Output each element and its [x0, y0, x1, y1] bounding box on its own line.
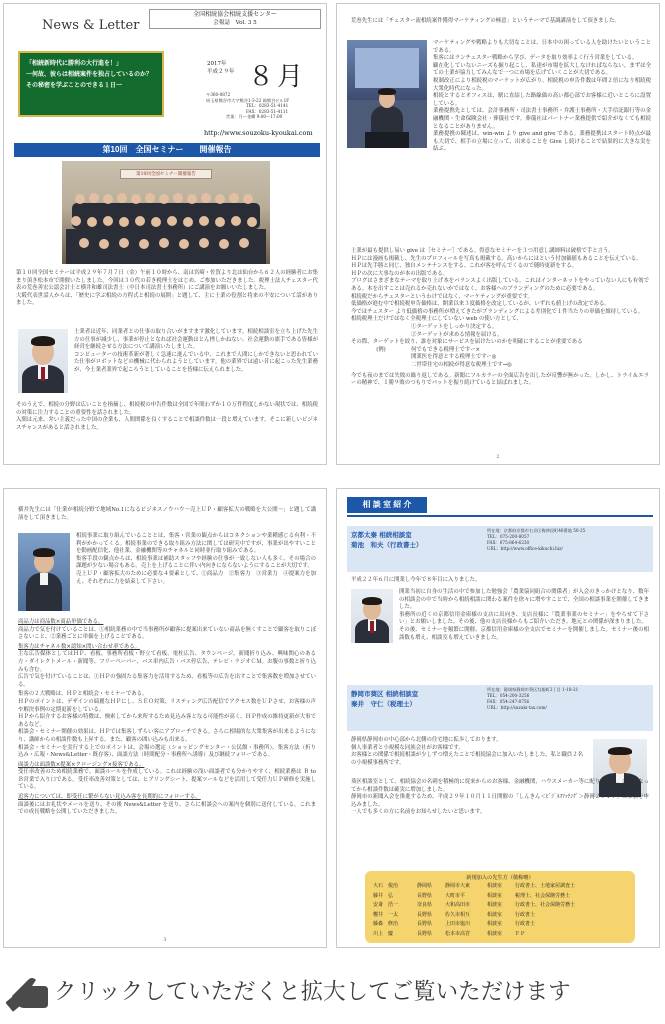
member-row — [373, 892, 627, 902]
report-paragraph: そのうえで、相続の分野は広いことを指摘し、相続税の申告件数は全国で年間わずか１０万件程度しかない現状では、相続税の対策に注力することの重要性を話されました。 — [16, 402, 318, 416]
lecture-heading: 追客力については、即受任に繋がらない見込み客を長期的にフォローする。 — [18, 794, 201, 801]
keynote-point: 相続税だからチェスターというわけではなく、マーケティングが重要です。 — [351, 293, 533, 300]
address-line: 〒360-0872 — [206, 92, 231, 97]
keynote-point: 顧在化していないニーズも掘り起こし、私達が市場を拡大しなければならない。まずは全ての士業が協力してみんなで一つに市場を広げていくことが大切である。 — [433, 62, 651, 77]
keynote-point: 今ではチェスター より低価格の事務所が増えてきたがブランディングによる差別化で１件当たりの単価を維持している。 — [351, 308, 644, 315]
keynote-point: 業務提携の陳述は、win-win より give and give である。業務提携はスタート時点が最も大切で、相手の立場に立って、出来ることを Give し続けることで結果的に大きな実を結ぶ。 — [433, 131, 651, 153]
bulletin-vol: 会報誌 Vol. 3 5 — [213, 20, 257, 26]
kyoto-representative: 菊池 和夫（行政書士） — [351, 541, 423, 549]
keynote-point: 相続税理士だけではなく全税理士にしていない web の使い方として、 — [351, 316, 522, 323]
member-name: 川上 慶 — [373, 930, 394, 937]
year-label — [207, 60, 235, 76]
enlarge-cta[interactable] — [0, 968, 665, 1018]
kyoto-paragraph: その後、セミナーを頻繁に開催、京都信用金庫様の全支店でセミナーを開催しました。セミナー後の相談数も増え、相談室も増えていきました。 — [399, 626, 649, 641]
shizuoka-office-name: 静岡市葵区 相続相談室 — [351, 690, 419, 698]
address-line: 埼玉県熊谷市大字熊谷1-3-22 新熊谷ビル1F — [206, 97, 290, 103]
lecture-heading: 商品力は商品数×商品単価である。 — [18, 619, 104, 625]
kyoto-url[interactable]: URL：http://www.office-kikuchi.biz/ — [487, 546, 563, 551]
keynote-point: ブログはさまざまなテーマを取り上げ本をバランスよく出版している。これはインターネットをやっていない人にも有効である。本を出すことは売れるか売れないかではなく、お客様へのブランディングのために必要である。 — [351, 278, 649, 292]
member-row — [373, 930, 627, 940]
kyoto-representative-photo — [351, 589, 393, 643]
keynote-point: ＨＰの次に大事なのが本の出版である。 — [351, 270, 449, 277]
member-office: 大町市平 — [445, 892, 466, 899]
attendees-illustration — [62, 161, 270, 264]
address-line: TEL：0283-51-4141 — [246, 103, 289, 108]
kyoto-office-header — [347, 526, 653, 572]
keynote-point: 低価格が進む中で相続税申告価格は、開業以来３度価格を改定しているが、いずれも値上げの改定である。 — [351, 301, 610, 308]
lecture-point: 面談後にはお礼状やメールを送り、その後 News&Letter を送り、さらに相談会への案内を個別に送付している。これまでの成長戦略を公開していただきました。 — [18, 801, 316, 816]
member-title: 行政書士 — [515, 911, 536, 918]
lecture-point: 集客手段の観点からは、相続事業は補助スタッフや経験の仕事が一致しない人も多く、その場合の課題が少ない場合もある。売上を上げることに伴い内向きにならないようにすることが大切です。 — [76, 555, 316, 570]
member-office: 上田市塩川 — [445, 921, 471, 927]
shizuoka-office-header — [347, 685, 653, 731]
section-header — [14, 143, 320, 157]
report-paragraph: 士業者は近年、同業者との仕事の取り合いがますます激化しています。相続相談室を立ち上げた先生方の仕事が減少し、事業が停止となれば社会運動はとん挫しかねない。社会運動の旗手である皆様が経営を継続させる方法について講演いたしました。 — [74, 329, 318, 351]
member-row — [373, 882, 627, 892]
lecture-point: 主な広告媒体としてはＨＰ、看板、事務所看板・野立て看板、電柱広告、タウンページ、新聞折り込み、興味関心のある方・ダイレクトメール・新聞等、フリーペーパー、バス車内広告・バス停広告、テレビ・ラジオＣＭ。お腹の事数と折り込みも含む。 — [18, 651, 316, 673]
member-title: 行政書士 — [515, 921, 536, 927]
shizuoka-paragraph: 葵区相談室として、相続協会の名刺を積極的に従来からのお客様、金融機関、ハウスメーカー等に配りました。会員になってから相談件数は確実に増加しました。 — [351, 779, 649, 793]
lecture-point: 相続事業に取り組んでいることとは、集客・営業の観点からはコネクションや業種感じる有利・不利がかかってくる。相続事業のできる取り組み方法に関しては研究中ですが、事業が出やすいことを動画配信化、他社業、金融機関等のチャネルと同時並行取り組みである。 — [76, 533, 316, 555]
member-name: 大石 俊治 — [373, 883, 399, 889]
example-item: 何でもできる税理士ですー× — [411, 346, 481, 353]
newsletter-page-2[interactable] — [336, 3, 660, 465]
banner-text: 第10回全国セミナー開催報告 — [136, 172, 196, 177]
new-members-title: 新規加入の先生方（敬称略） — [466, 875, 534, 881]
kyoto-paragraph: 平成２２年６月に開業し今年で８年目に入りました。 — [351, 577, 481, 583]
keynote-point: ＨＰは先手勝と同じ、独自メンテナンスをする。これが客を呼んでくるので随時更新をする。 — [351, 263, 577, 270]
keynote-point: その際、ターゲットを絞り、誰を対象にサービスを届けたいのかを明確にすることが重要である — [351, 339, 583, 346]
shizuoka-url[interactable]: URL：http://suzuki-tax.com/ — [487, 705, 547, 710]
shizuoka-paragraph: 一人でも多くの方に名前をお知らせしたいと思います。 — [351, 809, 486, 816]
newsletter-page-3[interactable] — [3, 488, 327, 948]
example-item: 二世帯住宅の相続が得意な税理士です→◎ — [411, 361, 512, 368]
members-list — [373, 882, 627, 939]
consultation-title-bar — [347, 497, 427, 513]
masthead: News & Letter — [42, 18, 140, 33]
member-title: 行政書士、社会保険労務士 — [515, 902, 576, 908]
kyoto-office-name: 京都太秦 相続相談室 — [351, 531, 412, 539]
lecture-point: 相談会・セミナー開催の効果は、ＨＰでは集客しずらい客にアプローチできる。さらに相場的な大衆集客が出来るようになり、講師からの相談件数も上昇する。また、顧客の囲い込みも出来る。 — [18, 729, 316, 743]
member-prefecture: 奈良県 — [417, 902, 433, 908]
member-prefecture: 静岡県 — [417, 883, 433, 889]
newsletter-page-4[interactable] — [336, 488, 660, 948]
lecture-heading: 集客力はチャネル数×認知×問い合わせ率である。 — [18, 643, 141, 650]
org-name: 全国相続協会相続支援センター — [193, 11, 277, 18]
keynote-speaker-photo — [347, 40, 427, 148]
lecture-point: ＨＰのポイントは、デザインの綺麗なＨＰにし、ＳＥＯ対策、リスティング広告配信でアクセス数をＵＰさせ、お客様の声や解決事例の定期更新をしている。 — [18, 698, 316, 713]
report-paragraph: 大阪代表世話人からは、「歴史に学ぶ相続の方程式と相続の展開」と題して、主に士業の役割と将来の不安について話がありました。 — [16, 292, 318, 307]
promo-line-3: その秘密を学ぶことのできる１日一 — [26, 82, 123, 89]
member-name: 安斎 浩一 — [373, 902, 399, 908]
enlarge-cta-text[interactable]: クリックしていただくと拡大してご覧いただけます — [54, 979, 571, 1005]
shizuoka-paragraph: 静岡県静岡市の中心部から北側の住宅地に拡歩しております。 — [351, 737, 502, 743]
section-title: 第10回 全国セミナー 開催報告 — [102, 145, 232, 154]
promo-box — [18, 51, 164, 117]
web-usage-item: ①ターゲットをしっかり決定する。 — [411, 323, 498, 330]
shizuoka-contact: TEL：054-200-3256 — [487, 693, 530, 698]
year-japanese: 平成２９年 — [207, 69, 235, 75]
web-usage-item: ②ターゲットが求める情報を届ける。 — [411, 331, 503, 338]
lecture-heading: 面談力は面談数×提案×クロージング×接客である。 — [18, 761, 145, 768]
member-row — [373, 920, 627, 930]
member-prefecture: 長野県 — [417, 911, 433, 918]
shizuoka-paragraph: お客様との関係で相続相談が少しずつ増えたことで相続協会に加入いたしました。私と職員２名の小規模事務所です。 — [351, 752, 583, 766]
consultation-title: 相 談 室 紹 介 — [362, 500, 412, 509]
keynote-point: 集客にはランチェスター戦略から学び、データを取り効率よく行う営業をしている。 — [433, 55, 638, 62]
lecture-point: 商品力で気を付けていることは、①相続業務の中で当事務所が顧客に提案出来ていない商品を無くすことで顧客を取りこぼさないこと、②業務ごとに単価を上げることである。 — [18, 626, 316, 641]
member-name: 櫻井 一太 — [373, 911, 399, 918]
shizuoka-contact: 所在地：静岡県静岡市葵区呉服町2丁目 1-18-21 — [487, 687, 579, 692]
seminar-group-photo — [62, 161, 270, 264]
member-name: 藤森 修治 — [373, 921, 399, 927]
lecture-point: 相談会・セミナーを実行する上でのポイントは、会場の選定（ショッピングセンター・公民館・事務所）、集客方法（折り込み・広報・News&Letter・既存客）、面談方法（時間配分・事務所へ誘導）及び継続フォローである。 — [18, 744, 316, 759]
new-members-box — [365, 871, 635, 943]
kyoto-contact: FAX：075-864-6230 — [487, 540, 530, 545]
kyoto-contact: TEL：075-200-8057 — [487, 534, 530, 539]
member-title: 行政書士、土地家屋調査士 — [515, 883, 576, 889]
member-office: 静岡市大東 — [445, 883, 471, 889]
member-role: 相談室 — [487, 911, 503, 918]
keynote-point: 相続とするとオフィスは、駅に直結した路線価の高い都心部でお客様に近いところに設置している。 — [433, 93, 651, 107]
member-row — [373, 911, 627, 921]
newsletter-page-1[interactable] — [3, 3, 327, 465]
member-role: 相談室 — [487, 930, 503, 937]
member-title: 税理士、社会保険労務士 — [515, 892, 571, 899]
shizuoka-paragraph: 静岡市の新聞入会を推進するため、平成２９年１０月１１日開催の「しんきん＜ﾋﾞｼﾞﾈｽﾏｯﾁﾝｸﾞ＞静岡２０１７」に参加を申込みました。 — [351, 794, 649, 808]
example-label: (例) — [376, 346, 386, 353]
member-role: 相談室 — [487, 892, 503, 899]
speaker-photo — [18, 329, 68, 393]
lecture-point: 受任率改善のため相続業務で、面談ルールを作成している。これは経験の浅い面談者でも分かりやすく、相続業務は Ｂ to Ｂ営業で入り口である。受任率改善対策としては、ヒアリングシート、提案ツールなどを活用して受任力ＵＰ研修を実施している。 — [18, 769, 316, 791]
member-role: 相談室 — [487, 883, 503, 889]
member-title: ＦＰ — [515, 930, 526, 937]
lecture-point: 売上ＵＰ・顧客拡大のために必要な４要素として、①商品力 ②集客力 ③営業力 ④提案力を加え、それぞれに力を結束して下さい。 — [76, 570, 316, 585]
page-number: 2 — [496, 454, 500, 460]
lecture-point: ＨＰから紹介するお客様の特徴は、検索してから来所するため見込み客となる可能性が高く、ＨＰ作成の維持更新が大事であるなど。 — [18, 714, 316, 728]
report-paragraph: コンピューターの技術革新が著しく急速に進んでいる中、これまで人間にしかできないと思われていた仕事がロボットなどの機械に代わられようとしています。他の業界では遠い昔に起こった先生業務が、今士業者業界で起ころうとしていることを皆様に伝えられました。 — [74, 351, 318, 373]
keynote-point: ＨＰには漫画も掲載し、先生のプロフィールを写真も掲載する。高いからにはという付加価値もあることを伝えている。 — [351, 255, 642, 262]
page-number: 3 — [163, 937, 167, 943]
keynote-point: 業務提携先としては、会計事務所・司法書士事務所・弁護士事務所・大手信託銀行等の金融機関・生命保険会社・葬儀社です。葬儀社はパートナー業務提供で紹介がなくても相続となることがありません。 — [433, 108, 651, 130]
kyoto-contact: 所在地：京都府京都市右京区梅津段町46番地 50-25 — [487, 528, 586, 533]
keynote-point: マーケティングや戦略よりも大切なことは、日本中の困っている人を助けたいということである。 — [433, 40, 651, 54]
report-paragraph: 第１０回全国セミナーは平成２９年７月７日（金）午前１０時から、南は宮崎・佐賀より北は仙台から６２人の経験者にお集まり頂き松本市で開催いたしました。今回は３０代の若き税理士をはじめ、ご参加いただきました。税理士法人チェスター代表の荒巻善宏公認会計士と横井和雄司法書士（中日本司法書士事務所）にご講演をお願いいたしました。 — [16, 270, 318, 292]
kyoto-paragraph: 事務所の近くの京都信用金庫様の支店に出向き、支店長様に「農業事業のセミナー」をやらせて下さい」とお願いしました。その後、他の支店長様からもご紹介いただき、地元との関係が深まりました。 — [399, 611, 649, 626]
keynote-closing: 今でも夜のまでは失敗の繰り返しである。新聞にフルカラーの全面広告を出したが反響が無かった。しかし、トライ＆エラーの精神で、１勝９敗のつもりでバットを振り続けていると結ばれました。 — [351, 372, 649, 387]
lecture-intro: 横井先生には「仕業が相続分野で地域No.1になるビジネスノウハウ〜売上ＵＰ・顧客拡大の戦略を大公開〜」と題して講演をして頂きました。 — [18, 507, 316, 521]
hand-pointer-icon — [6, 972, 52, 1012]
member-row — [373, 901, 627, 911]
member-office: 松本市高宮 — [445, 930, 471, 937]
member-office: 佐久市相互 — [445, 911, 471, 918]
promo-line-2: 一何故、彼らは相続案件を独占しているのか？ — [26, 71, 153, 78]
lecture-point: 広告で気を付けていることは、①ＨＰの強固たる集客力を活用するため、看板等の広告を出すことで集客数を増加させている。 — [18, 674, 316, 688]
address-line: FAX：0283-51-4111 — [246, 108, 289, 114]
member-name: 藤井 弘 — [373, 892, 394, 899]
keynote-point: 税制改正により相続税のマーケットが広がり、相続税の申告件数は年間２倍になり相続税大衆化時代になった。 — [433, 77, 651, 92]
report-paragraph: 入間は元来、弁い主義だった中国の企業も、人間関係を良くすることで相談件数は一段と増えています。そこに新しいビジネスチャンスがあると話されました。 — [16, 417, 318, 431]
office-address — [206, 92, 324, 120]
member-prefecture: 長野県 — [417, 892, 433, 899]
month-title: ８月 — [248, 62, 307, 92]
year-western: 2017年 — [207, 61, 227, 67]
member-prefecture: 長野県 — [417, 921, 433, 927]
keynote-intro: 荒巻先生には「チェスター流相続案件獲得マーケティングの極意」というテーマで基調講演をして頂きました。 — [351, 18, 620, 24]
address-line: 営業：月～金曜 9:00～17:00 — [226, 114, 283, 119]
promo-line-1: 「相続新時代に勝利の大行進を！」 — [26, 60, 123, 67]
keynote-point: 士業が最も提供し易い give は［セミナー］である。得意なセミナーを３つ用意し講師料は破格で手と言う。 — [351, 248, 614, 254]
website-url[interactable]: http://www.souzoku-kyoukai.com — [204, 129, 313, 137]
member-prefecture: 長野県 — [417, 930, 433, 937]
member-role: 相談室 — [487, 902, 503, 908]
shizuoka-contact: FAX：054-247-8756 — [487, 699, 530, 704]
member-role: 相談室 — [487, 921, 503, 927]
shizuoka-paragraph: 個人事業者と小規模な同族会社がお客様です。 — [351, 744, 464, 751]
lecture-heading: 集客の２大戦略は、ＨＰと相続会・セミナーである。 — [18, 691, 148, 698]
example-item: 開業医を得意とする税理士ですー◎ — [411, 354, 497, 361]
shizuoka-representative: 秦井 守仁（税理士） — [351, 700, 416, 708]
member-office: 大和高田市 — [445, 902, 471, 908]
lecturer-photo — [18, 533, 70, 611]
kyoto-paragraph: 開業当初に自身の生活の中で参加した勉強会「農業協同組合の関係者」が入会のきっかけとなり、数年の相談会の中で当時から相続相談に関わる案件を徐々に増やすことで、全国の相談事業を開催してきました。 — [399, 589, 649, 611]
